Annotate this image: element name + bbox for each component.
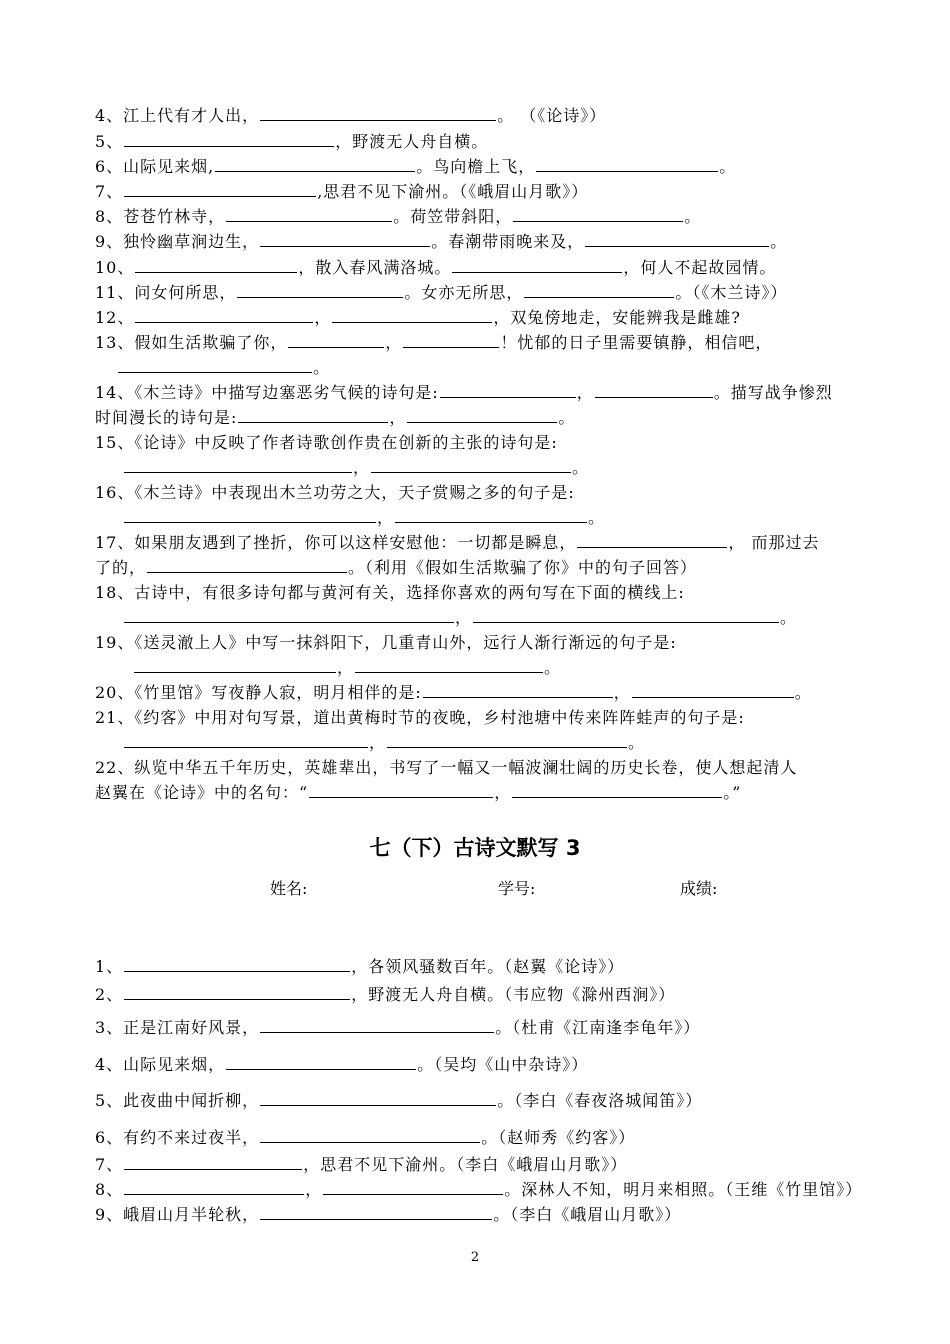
question-text: 。荷笠带斜阳， <box>393 207 513 226</box>
question-text: 12、 <box>95 308 135 327</box>
question-text: 。（吴均《山中杂诗》） <box>417 1055 589 1074</box>
upper-question-line <box>95 706 865 730</box>
question-text: 。 <box>572 458 590 477</box>
answer-blank[interactable] <box>288 331 384 348</box>
question-text: 19、《送灵澈上人》中写一抹斜阳下，几重青山外，远行人渐行渐远的句子是: <box>95 633 677 652</box>
lower-question-line <box>95 955 865 979</box>
question-text: 13、假如生活欺骗了你， <box>95 333 288 352</box>
answer-blank[interactable] <box>226 205 392 222</box>
answer-blank[interactable] <box>124 983 350 1000</box>
question-text: 2、 <box>95 985 124 1004</box>
lower-question-line <box>95 1126 865 1150</box>
answer-blank[interactable] <box>387 731 627 748</box>
question-text: 。 <box>313 358 331 377</box>
question-text: ， 而那过去 <box>728 533 820 552</box>
upper-question-line <box>95 130 865 154</box>
upper-question-line <box>95 631 865 655</box>
question-text: 18、古诗中，有很多诗句都与黄河有关，选择你喜欢的两句写在下面的横线上: <box>95 583 685 602</box>
question-text: ， <box>613 683 631 702</box>
answer-blank[interactable] <box>524 281 674 298</box>
question-text: 5、 <box>95 132 124 151</box>
upper-question-line <box>95 230 865 254</box>
upper-question-line <box>95 205 865 229</box>
answer-blank[interactable] <box>135 256 297 273</box>
upper-question-line <box>95 481 865 505</box>
question-text: ， <box>305 1180 323 1199</box>
question-text: 。鸟向檐上飞， <box>416 157 536 176</box>
question-text: 9、独怜幽草涧边生， <box>95 232 260 251</box>
answer-blank[interactable] <box>124 606 454 623</box>
question-text: 。 <box>684 207 702 226</box>
upper-question-line <box>95 331 865 355</box>
question-text: 。 <box>558 408 576 427</box>
answer-blank[interactable] <box>124 506 376 523</box>
question-text: 。（李白《春夜洛城闻笛》） <box>497 1091 703 1110</box>
upper-question-line <box>95 104 865 128</box>
lower-question-line <box>95 1178 865 1202</box>
worksheet-title: 七（下）古诗文默写 3 <box>369 836 581 860</box>
upper-question-line <box>95 531 865 555</box>
question-text: ，野渡无人舟自横。（韦应物《滁州西涧》） <box>351 985 676 1004</box>
question-text: 。 <box>770 232 788 251</box>
upper-question-line <box>95 656 903 680</box>
answer-blank[interactable] <box>440 381 576 398</box>
answer-blank[interactable] <box>134 656 336 673</box>
lower-question-line <box>95 983 865 1007</box>
question-text: 。” <box>723 783 742 802</box>
answer-blank[interactable] <box>124 1153 302 1170</box>
answer-blank[interactable] <box>260 1016 494 1033</box>
answer-blank[interactable] <box>536 155 718 172</box>
question-text: ， <box>337 658 355 677</box>
question-text: 5、此夜曲中闻折柳， <box>95 1091 260 1110</box>
question-text: 。（利用《假如生活欺骗了你》中的句子回答） <box>348 558 698 577</box>
answer-blank[interactable] <box>124 130 334 147</box>
question-text: 10、 <box>95 258 135 277</box>
answer-blank[interactable] <box>355 656 543 673</box>
lower-question-line <box>95 1016 865 1040</box>
question-text: 。 <box>544 658 562 677</box>
upper-question-line <box>95 456 893 480</box>
upper-question-line <box>95 506 893 530</box>
question-text: 8、 <box>95 1180 124 1199</box>
question-text: 时间漫长的诗句是: <box>95 408 238 427</box>
question-text: 。描写战争惨烈 <box>713 383 833 402</box>
answer-blank[interactable] <box>118 356 312 373</box>
question-text: 16、《木兰诗》中表现出木兰功劳之大，天子赏赐之多的句子是: <box>95 483 575 502</box>
answer-blank[interactable] <box>585 230 769 247</box>
answer-blank[interactable] <box>309 781 493 798</box>
answer-blank[interactable] <box>632 681 794 698</box>
question-text: 11、问女何所思， <box>95 283 237 302</box>
question-text: 。 <box>794 683 812 702</box>
answer-blank[interactable] <box>124 456 352 473</box>
answer-blank[interactable] <box>395 506 587 523</box>
lower-question-line <box>95 1153 865 1177</box>
question-text: ，野渡无人舟自横。 <box>335 132 489 151</box>
question-text: 。（赵师秀《约客》） <box>481 1128 636 1147</box>
question-text: 6、山际见来烟, <box>95 157 215 176</box>
answer-blank[interactable] <box>407 406 557 423</box>
question-text: ，何人不起故园情。 <box>623 258 777 277</box>
question-text: 。 <box>780 608 798 627</box>
answer-blank[interactable] <box>238 406 388 423</box>
answer-blank[interactable] <box>237 281 403 298</box>
question-text: ， <box>377 508 395 527</box>
question-text: ,思君不见下渝州。（《峨眉山月歌》） <box>317 182 589 201</box>
answer-blank[interactable] <box>124 1178 304 1195</box>
answer-blank[interactable] <box>595 381 713 398</box>
lower-question-line <box>95 1089 865 1113</box>
answer-blank[interactable] <box>147 556 347 573</box>
question-text: 17、如果朋友遇到了挫折，你可以这样安慰他：一切都是瞬息， <box>95 533 577 552</box>
student-id-label: 学号: <box>498 879 536 898</box>
upper-question-line <box>95 381 865 405</box>
question-text: 。 <box>588 508 606 527</box>
answer-blank[interactable] <box>260 1126 480 1143</box>
question-text: 。女亦无所思， <box>404 283 524 302</box>
question-text: ， <box>385 333 403 352</box>
upper-question-line <box>95 606 893 630</box>
question-text: ， <box>494 783 512 802</box>
question-text: ， <box>455 608 473 627</box>
lower-question-line <box>95 1053 865 1077</box>
question-text: ， <box>389 408 407 427</box>
upper-question-line <box>95 281 865 305</box>
upper-question-line <box>95 155 865 179</box>
question-text: 4、江上代有才人出， <box>95 106 260 125</box>
answer-blank[interactable] <box>215 155 415 172</box>
question-text: 7、 <box>95 1155 124 1174</box>
answer-blank[interactable] <box>403 331 499 348</box>
upper-question-line <box>95 756 865 780</box>
question-text: ，思君不见下渝州。（李白《峨眉山月歌》） <box>303 1155 628 1174</box>
question-text: 1、 <box>95 957 124 976</box>
answer-blank[interactable] <box>513 205 683 222</box>
upper-question-line <box>95 731 893 755</box>
upper-question-line <box>95 180 865 204</box>
upper-question-line <box>95 406 865 430</box>
score-label: 成绩: <box>680 879 718 898</box>
upper-question-line <box>95 431 865 455</box>
question-text: 了的， <box>95 558 147 577</box>
question-text: ！忧郁的日子里需要镇静，相信吧， <box>500 333 773 352</box>
answer-blank[interactable] <box>135 306 313 323</box>
question-text: 8、苍苍竹林寺， <box>95 207 226 226</box>
upper-question-line <box>95 356 887 380</box>
question-text: 7、 <box>95 182 124 201</box>
question-text: 。 <box>628 733 646 752</box>
question-text: 赵翼在《论诗》中的名句：“ <box>95 783 309 802</box>
answer-blank[interactable] <box>260 1089 496 1106</box>
answer-blank[interactable] <box>226 1053 416 1070</box>
upper-question-line <box>95 556 865 580</box>
answer-blank[interactable] <box>260 1203 492 1220</box>
answer-blank[interactable] <box>260 104 496 121</box>
question-text: ，双兔傍地走，安能辨我是雌雄? <box>493 308 741 327</box>
name-label: 姓名: <box>270 879 308 898</box>
question-text: 4、山际见来烟， <box>95 1055 226 1074</box>
question-text: ，散入春风满洛城。 <box>298 258 452 277</box>
question-text: 14、《木兰诗》中描写边塞恶劣气候的诗句是: <box>95 383 439 402</box>
question-text: 3、正是江南好风景， <box>95 1018 260 1037</box>
question-text: ， <box>576 383 594 402</box>
question-text: ， <box>314 308 332 327</box>
upper-question-line <box>95 581 865 605</box>
answer-blank[interactable] <box>124 955 350 972</box>
question-text: 9、峨眉山月半轮秋， <box>95 1205 260 1224</box>
question-text: 。深林人不知，明月来相照。（王维《竹里馆》） <box>504 1180 863 1199</box>
question-text: 15、《论诗》中反映了作者诗歌创作贵在创新的主张的诗句是: <box>95 433 558 452</box>
answer-blank[interactable] <box>512 781 722 798</box>
question-text: 。（《木兰诗》） <box>675 283 788 302</box>
question-text: 。（杜甫《江南逢李龟年》） <box>495 1018 701 1037</box>
question-text: 22、纵览中华五千年历史，英雄辈出，书写了一幅又一幅波澜壮阔的历史长卷，使人想起清人 <box>95 758 798 777</box>
question-text: ， <box>369 733 387 752</box>
question-text: 6、有约不来过夜半， <box>95 1128 260 1147</box>
question-text: 。（李白《峨眉山月歌》） <box>493 1205 682 1224</box>
question-text: 。春潮带雨晚来及， <box>431 232 585 251</box>
answer-blank[interactable] <box>260 230 430 247</box>
answer-blank[interactable] <box>124 180 316 197</box>
answer-blank[interactable] <box>473 606 779 623</box>
answer-blank[interactable] <box>332 306 492 323</box>
question-text: 21、《约客》中用对句写景，道出黄梅时节的夜晚，乡村池塘中传来阵阵蛙声的句子是: <box>95 708 745 727</box>
upper-question-line <box>95 781 865 805</box>
upper-question-line <box>95 306 865 330</box>
question-text: ，各领风骚数百年。（赵翼《论诗》） <box>351 957 625 976</box>
upper-question-line <box>95 256 865 280</box>
question-text: 。 <box>719 157 737 176</box>
answer-blank[interactable] <box>423 681 613 698</box>
lower-question-line <box>95 1203 865 1227</box>
page-number: 2 <box>470 1250 480 1265</box>
answer-blank[interactable] <box>577 531 727 548</box>
answer-blank[interactable] <box>124 731 368 748</box>
question-text: 。 （《论诗》） <box>497 106 607 125</box>
upper-question-line <box>95 681 865 705</box>
answer-blank[interactable] <box>323 1178 503 1195</box>
question-text: 20、《竹里馆》写夜静人寂，明月相伴的是: <box>95 683 422 702</box>
question-text: ， <box>353 458 371 477</box>
answer-blank[interactable] <box>371 456 571 473</box>
answer-blank[interactable] <box>452 256 622 273</box>
